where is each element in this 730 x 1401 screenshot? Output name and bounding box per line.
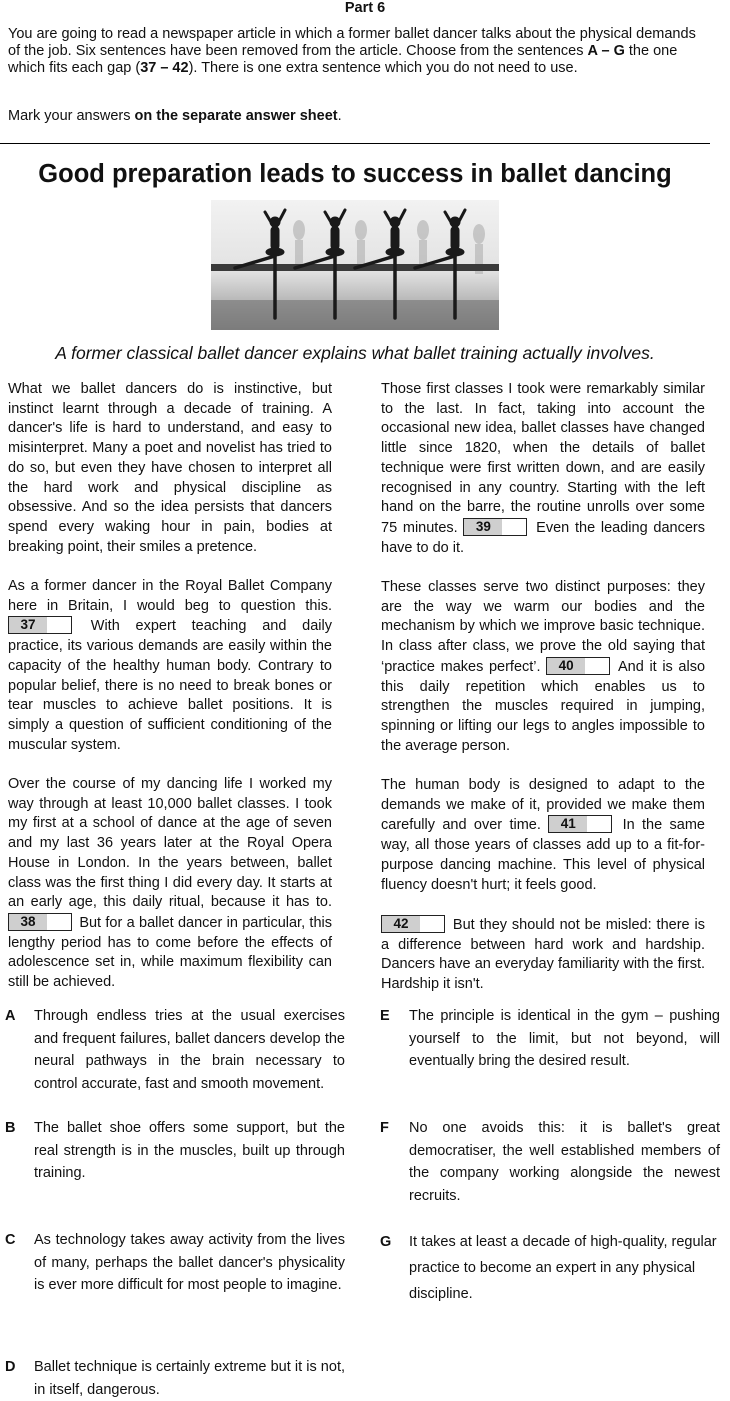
article-subtitle: A former classical ballet dancer explains what ballet training actually involves. [55,343,655,363]
gap-range: 37 – 42 [140,60,189,76]
paragraph-text: But they should not be misled: there is a difference between hard work and hardship. Dancers have an everyday familiarity with the first. Hardship it isn't. [381,916,705,993]
gap-39-answer-box[interactable] [463,518,527,536]
instruction-text: the one which fits each gap ( [8,43,678,76]
gap-42-answer-box[interactable] [381,915,445,933]
article-paragraph [8,577,332,755]
paragraph-text: These classes serve two distinct purposes: they are the way we warm our bodies and the mechanism by which we improve basic technique. In class after class, we prove the old saying that ‘practice makes perfect’. [381,579,705,675]
answer-instruction [8,108,342,124]
article-title: Good preparation leads to success in ballet dancing [38,160,672,188]
paragraph-text: Over the course of my dancing life I worked my way through at least 10,000 ballet classes. I took my first at a school of dance at the age of seven and my last 36 years later at the Royal Opera House in London. In the years between, ballet class was the first thing I did every day. It starts at an early age, this daily ritual, because it has to. [8,776,332,911]
gap-number: 37 [9,617,47,633]
option-text: The ballet shoe offers some support, but the real strength is in the muscles, built up through training. [34,1120,345,1181]
option-text: No one avoids this: it is ballet's great democratiser, the well established members of the company working alongside the newest recruits. [409,1120,720,1204]
option-text: It takes at least a decade of high-quality, regular practice to become an expert in any physical discipline. [409,1234,717,1302]
ballet-dancers-photo [211,200,499,330]
gap-number: 38 [9,914,47,930]
article-paragraph [381,915,705,995]
option-letter: G [380,1234,392,1250]
paragraph-text: With expert teaching and daily practice, its various demands are easily within the capacity of the healthy human body. Contrary to popular belief, there is no need to break bones or tear muscles to achieve ballet positions. It is simply a question of sufficient conditioning of the muscular system. [8,618,332,753]
gap-37-answer-box[interactable] [8,616,72,634]
option-letter: B [5,1120,16,1136]
option-range: A – G [587,43,625,59]
option-letter: D [5,1359,16,1375]
gap-number: 41 [549,816,587,832]
paragraph-text: The human body is designed to adapt to the demands we make of it, provided we make them carefully and over time. [381,777,705,834]
answer-instruction-text: Mark your answers [8,108,135,124]
option-text: The principle is identical in the gym – pushing yourself to the limit, but not beyond, will eventually bring the desired result. [409,1008,720,1069]
option-text: Ballet technique is certainly extreme but it is not, in itself, dangerous. [34,1359,345,1398]
paragraph-text: In the same way, all those years of classes add up to a fit-for-purpose dancing machine. This level of physical fluency doesn't hurt; it feels good. [381,817,705,893]
answer-sheet-label: on the separate answer sheet [134,108,338,124]
gap-number: 39 [464,519,502,535]
article-right-column [381,380,705,1014]
gap-38-answer-box[interactable] [8,913,72,931]
task-instructions [8,26,706,77]
article-paragraph [8,775,332,993]
paragraph-text: As a former dancer in the Royal Ballet Company here in Britain, I would beg to question this. [8,578,332,614]
gap-40-answer-box[interactable] [546,657,610,675]
option-letter: A [5,1008,16,1024]
option-letter: F [380,1120,389,1136]
article-paragraph [381,776,705,895]
gap-number: 42 [382,916,420,932]
option-text: Through endless tries at the usual exercises and frequent failures, ballet dancers develop the neural pathways in the brain necessary to control accurate, fast and smooth movement. [34,1008,345,1092]
option-letter: E [380,1008,390,1024]
article-paragraph [381,578,705,756]
article-left-column [8,380,332,1012]
instruction-text: You are going to read a newspaper article in which a former ballet dancer talks about the physical demands of the job. Six sentences have been removed from the article. Choose from the sentences [8,26,696,59]
instruction-text: ). There is one extra sentence which you do not need to use. [188,60,578,76]
paragraph-text: But for a ballet dancer in particular, this lengthy period has to come before the effects of adolescence set in, while maximum flexibility can still be achieved. [8,914,332,991]
paragraph-text: Even the leading dancers have to do it. [381,519,705,556]
gap-number: 40 [547,658,585,674]
option-letter: C [5,1232,16,1248]
paragraph-text: And it is also this daily repetition which enables us to strengthen the muscles required in jumping, spinning or lifting our legs to angles impossible to the average person. [381,658,706,754]
article-paragraph [381,380,705,558]
answer-instruction-text: . [337,108,342,124]
paragraph-text: Those first classes I took were remarkably similar to the last. In fact, taking into account the occasional new idea, ballet classes have changed little since 1820, when the details of ballet technique were first written down, and are easily recognised in any country. Starting with the left hand on the barre, the routine unrolls over some 75 minutes. [381,381,705,536]
gap-41-answer-box[interactable] [548,815,612,833]
article-paragraph: What we ballet dancers do is instinctive, but instinct learnt through a decade of training. A dancer's life is hard to understand, and easy to misinterpret. Many a poet and novelist has tried to do so, but even they have chosen to interpret all the hard work and physical discipline as obsessive. And so the idea persists that dancers spend every waking hour in pain, bodies at breaking point, their smiles a pretence. [8,381,332,555]
option-text: As technology takes away activity from the lives of many, perhaps the ballet dancer's physicality is ever more difficult for most people to imagine. [34,1232,345,1293]
divider [0,143,710,144]
part-heading: Part 6 [344,0,386,16]
